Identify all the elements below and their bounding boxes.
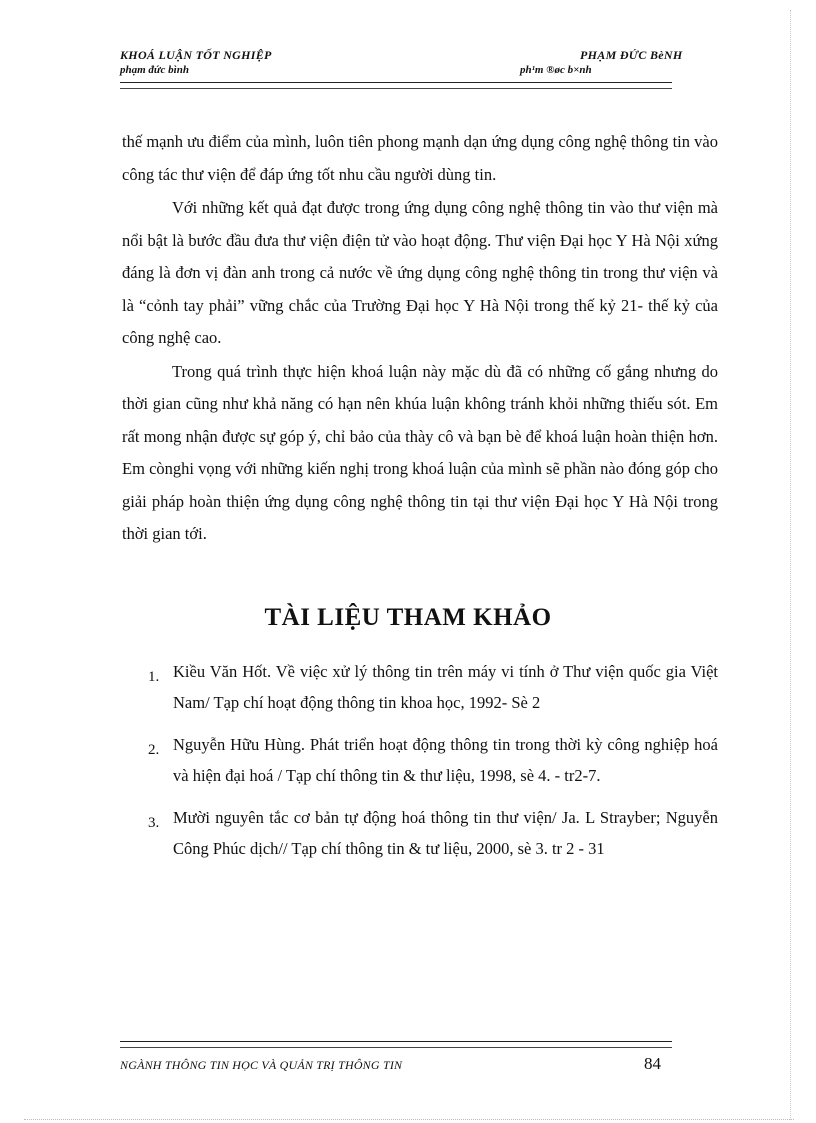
paragraph: Với những kết quả đạt được trong ứng dụng công nghệ thông tin vào thư viện mà nổi bật là bước đầu đưa thư viện điện tử vào hoạt động. Thư viện Đại học Y Hà Nội xứng đáng là đơn vị đàn anh trong cả nước về ứng dụng công nghệ thông tin trong thư viện và là “cỏnh tay phải” vững chắc của Trường Đại học Y Hà Nội trong thế kỷ 21- thế kỷ của công nghệ cao.: [122, 198, 718, 347]
paragraph: Trong quá trình thực hiện khoá luận này mặc dù đã có những cố gắng nhưng do thời gian cũng như khả năng có hạn nên khúa luận không tránh khỏi những thiếu sót. Em rất mong nhận được sự góp ý, chỉ bảo của thày cô và bạn bè để khoá luận hoàn thiện hơn. Em cònghi vọng với những kiến nghị trong khoá luận của mình sẽ phần nào đóng góp cho giải pháp hoàn thiện ứng dụng công nghệ thông tin tại thư viện Đại học Y Hà Nội trong thời gian tới.: [122, 361, 718, 543]
page-border-bottom: [24, 1119, 794, 1120]
footer-department: NGÀNH THÔNG TIN HỌC VÀ QUẢN TRỊ THÔNG TIN: [120, 1058, 403, 1072]
footer-rule: [120, 1041, 672, 1048]
header-rule: [120, 82, 672, 89]
reference-number: 1.: [148, 669, 160, 685]
page-number: 84: [644, 1054, 661, 1073]
header-thesis-title: KHOÁ LUẬN TỐT NGHIỆP: [120, 48, 272, 62]
references-title: TÀI LIỆU THAM KHẢO: [264, 604, 552, 631]
reference-text: Kiều Văn Hốt. Về việc xử lý thông tin trên máy vi tính ở Thư viện quốc gia Việt Nam/ Tạp chí hoạt động thông tin khoa học, 1992- Sè 2: [173, 662, 718, 712]
header-right: [520, 48, 683, 77]
page-border-right: [790, 10, 791, 1120]
paragraph: thế mạnh ưu điểm của mình, luôn tiên phong mạnh dạn ứng dụng công nghệ thông tin vào công tác thư viện để đáp ứng tốt nhu cầu người dùng tin.: [122, 132, 718, 184]
header-author-left: phạm đức bình: [120, 64, 189, 76]
reference-text: Mười nguyên tắc cơ bản tự động hoá thông tin thư viện/ Ja. L Strayber; Nguyễn Công Phúc dịch// Tạp chí thông tin & tư liệu, 2000, sè 3. tr 2 - 31: [173, 808, 718, 858]
reference-number: 3.: [148, 815, 160, 831]
header-author-right: ph¹m ®øc b×nh: [520, 64, 592, 76]
reference-item: [148, 656, 718, 718]
header-left: [120, 48, 272, 77]
reference-number: 2.: [148, 742, 160, 758]
header-author-name: PHẠM ĐỨC BèNH: [580, 48, 683, 62]
reference-item: [148, 802, 718, 864]
body-text: [122, 126, 718, 552]
references-list: [148, 656, 718, 875]
reference-text: Nguyễn Hữu Hùng. Phát triển hoạt động thông tin trong thời kỳ công nghiệp hoá và hiện đại hoá / Tạp chí thông tin & thư liệu, 1998, sè 4. - tr2-7.: [173, 735, 718, 785]
reference-item: [148, 729, 718, 791]
